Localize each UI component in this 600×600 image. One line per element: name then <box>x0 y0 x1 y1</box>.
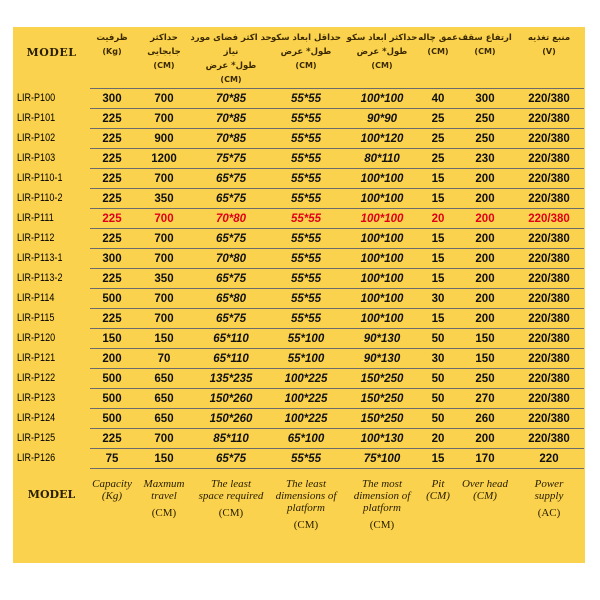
table-cell: 65*100 <box>287 432 325 445</box>
table-cell: 70*80 <box>215 252 247 265</box>
model-label: LIR-P110-2 <box>17 191 63 204</box>
table-cell: 30 <box>431 352 445 365</box>
table-cell: 15 <box>431 452 445 465</box>
table-cell: 55*55 <box>290 172 322 185</box>
table-cell: 50 <box>431 412 445 425</box>
table-cell: 65*75 <box>215 312 247 325</box>
model-header-top: MODEL <box>26 46 77 59</box>
column-footer-unit: (AC) <box>537 507 561 519</box>
table-row <box>90 168 584 188</box>
table-cell: 70 <box>157 352 171 365</box>
table-cell: 55*55 <box>290 232 322 245</box>
table-cell: 350 <box>154 272 174 285</box>
table-cell: 55*55 <box>290 212 322 225</box>
table-cell: 225 <box>102 312 122 325</box>
column-header-2 <box>190 27 272 87</box>
column-footer-label: The least dimensions of platform <box>275 478 337 514</box>
table-row <box>90 88 584 108</box>
table-cell: 500 <box>102 392 122 405</box>
table-cell: 65*75 <box>215 232 247 245</box>
table-cell: 220/380 <box>528 312 570 325</box>
model-label: LIR-P121 <box>17 351 56 364</box>
table-cell: 65*75 <box>215 192 247 205</box>
table-cell: 250 <box>475 132 495 145</box>
table-cell: 100*100 <box>360 252 404 265</box>
table-cell: 300 <box>102 252 122 265</box>
table-cell: 150*250 <box>360 392 404 405</box>
table-cell: 500 <box>102 412 122 425</box>
table-row <box>90 128 584 148</box>
table-row <box>90 108 584 128</box>
table-cell: 20 <box>431 212 445 225</box>
table-cell: 220/380 <box>528 112 570 125</box>
column-header-4 <box>341 27 423 87</box>
column-header-1 <box>134 27 194 87</box>
table-cell: 250 <box>475 112 495 125</box>
column-footer-label: Capacity (Kg) <box>92 478 132 502</box>
table-row <box>90 368 584 388</box>
table-cell: 55*55 <box>290 152 322 165</box>
column-header-unit: (CM) <box>474 47 496 56</box>
table-cell: 65*75 <box>215 272 247 285</box>
table-row <box>90 228 584 248</box>
table-cell: 225 <box>102 172 122 185</box>
table-cell: 55*55 <box>290 292 322 305</box>
model-label: LIR-P124 <box>17 411 56 424</box>
table-cell: 55*55 <box>290 112 322 125</box>
column-header-0 <box>86 27 138 87</box>
table-cell: 220/380 <box>528 332 570 345</box>
model-header-bottom: MODEL <box>27 488 76 501</box>
table-cell: 230 <box>475 152 495 165</box>
table-cell: 100*100 <box>360 272 404 285</box>
table-cell: 225 <box>102 152 122 165</box>
table-cell: 220/380 <box>528 252 570 265</box>
table-cell: 90*90 <box>366 112 398 125</box>
table-cell: 220/380 <box>528 192 570 205</box>
table-cell: 220/380 <box>528 392 570 405</box>
column-footer-unit: (CM) <box>218 507 244 519</box>
column-footer-label: Pit (CM) <box>426 478 450 502</box>
column-header-unit: (CM) <box>371 61 393 70</box>
table-cell: 75*75 <box>215 152 247 165</box>
table-cell: 150 <box>154 452 174 465</box>
model-label: LIR-P111 <box>17 211 54 224</box>
table-cell: 225 <box>102 232 122 245</box>
table-cell: 55*55 <box>290 312 322 325</box>
table-cell: 220/380 <box>528 132 570 145</box>
column-header-label: عمق چاله <box>418 33 458 43</box>
table-cell: 15 <box>431 172 445 185</box>
column-footer-unit: (CM) <box>293 519 319 531</box>
table-cell: 150 <box>475 352 495 365</box>
table-cell: 225 <box>102 272 122 285</box>
model-label: LIR-P101 <box>17 111 56 124</box>
table-cell: 220/380 <box>528 432 570 445</box>
table-cell: 200 <box>475 192 495 205</box>
column-footer-label: Power supply <box>534 478 564 502</box>
column-header-unit: (CM) <box>295 61 317 70</box>
table-cell: 700 <box>154 232 174 245</box>
table-cell: 100*225 <box>284 372 328 385</box>
table-cell: 135*235 <box>209 372 253 385</box>
table-cell: 75*100 <box>363 452 401 465</box>
column-footer-label: Maxmum travel <box>143 478 185 502</box>
table-cell: 500 <box>102 372 122 385</box>
table-cell: 500 <box>102 292 122 305</box>
table-cell: 170 <box>475 452 495 465</box>
table-cell: 220/380 <box>528 352 570 365</box>
table-cell: 55*55 <box>290 132 322 145</box>
column-header-unit: (CM) <box>220 75 242 84</box>
table-cell: 65*80 <box>215 292 247 305</box>
table-cell: 650 <box>154 412 174 425</box>
model-label: LIR-P110-1 <box>17 171 63 184</box>
table-cell: 65*110 <box>213 332 249 345</box>
table-cell: 100*100 <box>360 232 404 245</box>
table-cell: 100*225 <box>284 412 328 425</box>
table-cell: 700 <box>154 252 174 265</box>
table-cell: 50 <box>431 372 445 385</box>
table-row <box>90 328 584 348</box>
table-cell: 70*85 <box>215 92 247 105</box>
table-row <box>90 268 584 288</box>
table-cell: 200 <box>475 232 495 245</box>
model-label: LIR-P113-1 <box>17 251 63 264</box>
table-cell: 90*130 <box>363 352 401 365</box>
model-label: LIR-P100 <box>17 91 56 104</box>
table-cell: 55*55 <box>290 452 322 465</box>
table-cell: 100*100 <box>360 292 404 305</box>
column-footer-label: Over head (CM) <box>461 478 509 502</box>
table-cell: 30 <box>431 292 445 305</box>
model-label: LIR-P113-2 <box>17 271 63 284</box>
model-label: LIR-P103 <box>17 151 56 164</box>
column-header-label: حداکثر جابجایی <box>147 33 181 57</box>
table-cell: 25 <box>431 112 445 125</box>
table-cell: 150 <box>102 332 122 345</box>
model-label: LIR-P115 <box>17 311 55 324</box>
table-cell: 200 <box>475 312 495 325</box>
table-cell: 350 <box>154 192 174 205</box>
column-footer-7 <box>507 478 591 519</box>
column-header-6 <box>455 27 515 87</box>
table-cell: 70*85 <box>215 112 247 125</box>
table-cell: 900 <box>154 132 174 145</box>
column-header-5 <box>416 27 460 87</box>
table-cell: 15 <box>431 312 445 325</box>
table-cell: 65*75 <box>215 172 247 185</box>
column-footer-label: The least space required <box>198 478 264 502</box>
table-cell: 200 <box>102 352 122 365</box>
table-row <box>90 348 584 368</box>
table-cell: 260 <box>475 412 495 425</box>
column-header-label: حد اکثر فضای مورد نیاز طول* عرض <box>190 33 272 71</box>
table-cell: 80*110 <box>364 152 400 165</box>
model-label: LIR-P122 <box>17 371 56 384</box>
table-row <box>90 148 584 168</box>
table-cell: 150*250 <box>360 372 404 385</box>
table-cell: 700 <box>154 212 174 225</box>
table-cell: 150*260 <box>209 392 253 405</box>
table-cell: 15 <box>431 252 445 265</box>
column-header-3 <box>268 27 344 87</box>
column-footer-label: The most dimension of platform <box>353 478 411 514</box>
model-label: LIR-P112 <box>17 231 55 244</box>
model-label: LIR-P123 <box>17 391 56 404</box>
table-cell: 220/380 <box>528 292 570 305</box>
table-cell: 100*100 <box>360 92 404 105</box>
table-cell: 70*80 <box>215 212 247 225</box>
table-cell: 650 <box>154 372 174 385</box>
table-cell: 200 <box>475 292 495 305</box>
table-cell: 220 <box>539 452 559 465</box>
column-header-unit: (V) <box>542 47 556 56</box>
column-footer-unit: (CM) <box>369 519 395 531</box>
table-cell: 15 <box>431 232 445 245</box>
table-cell: 220/380 <box>528 172 570 185</box>
table-cell: 270 <box>475 392 495 405</box>
table-cell: 250 <box>475 372 495 385</box>
table-cell: 200 <box>475 252 495 265</box>
table-row <box>90 188 584 208</box>
table-cell: 55*55 <box>290 252 322 265</box>
table-cell: 55*100 <box>287 332 325 345</box>
model-label: LIR-P114 <box>17 291 55 304</box>
table-cell: 1200 <box>151 152 177 165</box>
model-label: LIR-P102 <box>17 131 56 144</box>
table-cell: 100*100 <box>360 212 404 225</box>
column-header-label: ارتفاع سقف <box>458 33 512 43</box>
table-cell: 300 <box>102 92 122 105</box>
table-cell: 700 <box>154 172 174 185</box>
table-cell: 25 <box>431 132 445 145</box>
table-cell: 15 <box>431 192 445 205</box>
table-cell: 55*100 <box>287 352 325 365</box>
table-cell: 85*110 <box>213 432 249 445</box>
column-header-label: حداکثر ابعاد سکو طول* عرض <box>346 33 418 57</box>
table-cell: 700 <box>154 112 174 125</box>
table-cell: 90*130 <box>363 332 401 345</box>
table-row <box>90 208 584 228</box>
table-row <box>90 428 584 448</box>
table-cell: 55*55 <box>290 192 322 205</box>
table-cell: 200 <box>475 172 495 185</box>
table-cell: 50 <box>431 332 445 345</box>
table-cell: 50 <box>431 392 445 405</box>
table-cell: 700 <box>154 312 174 325</box>
column-header-label: حداقل ابعاد سکو طول* عرض <box>270 33 342 57</box>
column-header-label: منبع تغذیه <box>527 33 571 43</box>
table-cell: 225 <box>102 432 122 445</box>
column-header-unit: (CM) <box>153 61 175 70</box>
table-row <box>90 288 584 308</box>
table-cell: 700 <box>154 292 174 305</box>
table-cell: 65*75 <box>215 452 247 465</box>
column-header-7 <box>512 27 586 87</box>
table-cell: 75 <box>105 452 119 465</box>
table-cell: 100*130 <box>360 432 404 445</box>
model-label: LIR-P120 <box>17 331 56 344</box>
model-label: LIR-P125 <box>17 431 56 444</box>
table-cell: 225 <box>102 212 122 225</box>
table-cell: 220/380 <box>528 272 570 285</box>
table-cell: 25 <box>431 152 445 165</box>
table-cell: 220/380 <box>528 412 570 425</box>
table-cell: 100*100 <box>360 172 404 185</box>
table-cell: 150*260 <box>209 412 253 425</box>
table-cell: 100*120 <box>360 132 404 145</box>
table-cell: 225 <box>102 132 122 145</box>
table-row <box>90 448 584 469</box>
table-cell: 100*100 <box>360 192 404 205</box>
model-label: LIR-P126 <box>17 451 56 464</box>
table-row <box>90 248 584 268</box>
table-cell: 100*225 <box>284 392 328 405</box>
table-cell: 15 <box>431 272 445 285</box>
table-cell: 650 <box>154 392 174 405</box>
table-cell: 55*55 <box>290 92 322 105</box>
table-cell: 220/380 <box>528 232 570 245</box>
table-cell: 100*100 <box>360 312 404 325</box>
table-cell: 70*85 <box>215 132 247 145</box>
table-cell: 300 <box>475 92 495 105</box>
spec-table <box>90 88 584 469</box>
table-cell: 200 <box>475 432 495 445</box>
table-row <box>90 408 584 428</box>
table-cell: 220/380 <box>528 152 570 165</box>
table-cell: 700 <box>154 432 174 445</box>
table-cell: 150 <box>154 332 174 345</box>
table-cell: 220/380 <box>528 92 570 105</box>
table-cell: 220/380 <box>528 212 570 225</box>
column-header-unit: (Kg) <box>102 47 122 56</box>
table-cell: 150*250 <box>360 412 404 425</box>
table-cell: 150 <box>475 332 495 345</box>
column-header-label: ظرفیت <box>96 33 128 43</box>
table-cell: 700 <box>154 92 174 105</box>
table-cell: 220/380 <box>528 372 570 385</box>
table-cell: 20 <box>431 432 445 445</box>
table-cell: 40 <box>431 92 445 105</box>
column-footer-unit: (CM) <box>151 507 177 519</box>
table-row <box>90 388 584 408</box>
table-cell: 225 <box>102 112 122 125</box>
table-cell: 200 <box>475 272 495 285</box>
table-cell: 200 <box>475 212 495 225</box>
table-cell: 65*110 <box>213 352 249 365</box>
table-cell: 225 <box>102 192 122 205</box>
table-row <box>90 308 584 328</box>
table-cell: 55*55 <box>290 272 322 285</box>
column-header-unit: (CM) <box>427 47 449 56</box>
